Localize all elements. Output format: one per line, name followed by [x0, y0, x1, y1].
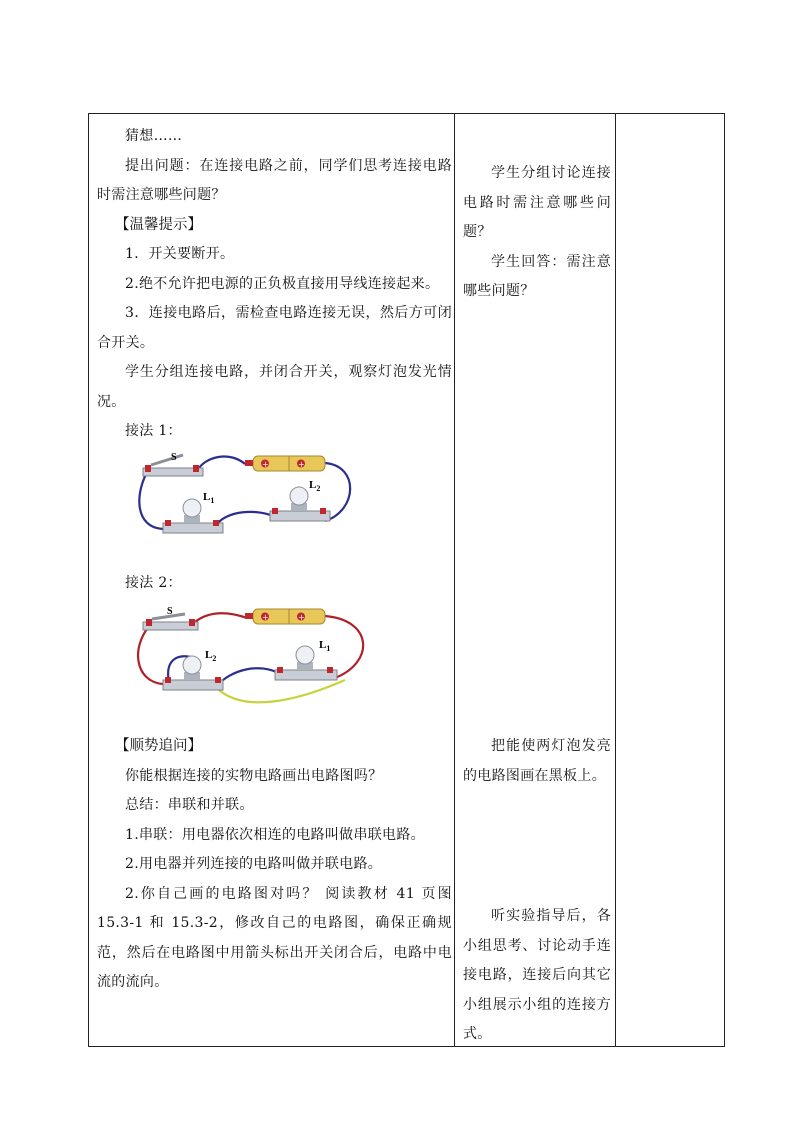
tip-item: 2.绝不允许把电源的正负极直接用导线连接起来。 — [125, 275, 440, 292]
wire — [215, 511, 275, 526]
student-activity-block — [463, 902, 611, 1050]
lamp-label: $L_2$ — [309, 478, 321, 493]
circuit-figure-1 — [135, 451, 365, 546]
terminal — [189, 619, 195, 626]
wire — [138, 624, 163, 684]
column-divider — [615, 114, 616, 1046]
student-activity-text: 听实验指导后，各小组思考、讨论动手连接电路，连接后向其它小组展示小组的连接方式。 — [463, 908, 611, 1042]
lamp-label: $L_2$ — [205, 649, 217, 663]
terminal — [245, 613, 253, 619]
tip-heading: 【温馨提示】 — [115, 216, 202, 233]
summary-item: 1.串联：用电器依次相连的电路叫做串联电路。 — [125, 826, 425, 843]
teacher-activity-column — [97, 122, 452, 998]
wire — [197, 456, 245, 470]
wire — [139, 469, 165, 529]
method-label: 接法 1： — [125, 423, 182, 439]
summary-paragraph: 总结：串联和并联。 — [125, 797, 254, 813]
paragraph: 猜想…… — [125, 128, 183, 144]
terminal — [272, 508, 278, 514]
paragraph: 学生分组连接电路，并闭合开关，观察灯泡发光情况。 — [97, 364, 452, 410]
student-activity-text: 把能使两灯泡发亮的电路图画在黑板上。 — [463, 738, 611, 784]
lamp-label: $L_1$ — [203, 490, 215, 505]
question-paragraph: 提出问题：在连接电路之前，同学们思考连接电路时需注意哪些问题？ — [97, 157, 452, 203]
bulb-icon — [183, 656, 201, 674]
question-paragraph: 你能根据连接的实物电路画出电路图吗？ — [125, 767, 383, 784]
bulb-icon — [296, 646, 314, 664]
lamp-label: $L_1$ — [319, 639, 331, 653]
terminal — [145, 465, 151, 472]
terminal — [327, 667, 333, 673]
plus-sign: + — [262, 613, 269, 622]
terminal — [146, 619, 152, 626]
followup-heading: 【顺势追问】 — [115, 738, 202, 754]
bulb-icon — [290, 487, 308, 505]
wire — [217, 668, 280, 686]
plus-sign: + — [262, 459, 269, 469]
method-label: 接法 2： — [125, 574, 182, 591]
terminal — [320, 508, 326, 514]
plus-sign: + — [298, 613, 305, 622]
terminal — [165, 520, 171, 526]
column-divider — [454, 114, 455, 1046]
switch-lever — [151, 455, 183, 465]
switch-label: S — [171, 451, 177, 463]
wire — [219, 680, 345, 702]
task-paragraph: 2.你自己画的电路图对吗？ 阅读教材 41 页图 15.3-1 和 15.3-2，修改自己的电路图，确保正确规范，然后在电路图中用箭头标出开关闭合后，电路中电流的流向。 — [97, 885, 452, 990]
switch-label: S — [167, 606, 173, 617]
summary-item: 2.用电器并列连接的电路叫做并联电路。 — [125, 856, 383, 872]
tip-item: 1．开关要断开。 — [125, 246, 235, 262]
bulb-icon — [183, 499, 201, 517]
terminal — [213, 520, 219, 526]
lamp-base — [163, 680, 223, 690]
student-activity-block — [463, 159, 611, 307]
student-activity-block — [463, 732, 611, 791]
terminal — [165, 677, 171, 683]
lesson-table — [88, 113, 725, 1047]
circuit-figure-2 — [135, 602, 375, 712]
student-activity-text: 学生回答：需注意哪些问题？ — [463, 253, 611, 299]
plus-sign: + — [298, 459, 305, 469]
terminal — [215, 677, 221, 683]
wire — [195, 613, 247, 622]
terminal — [277, 667, 283, 673]
terminal — [193, 465, 199, 472]
terminal — [245, 460, 253, 466]
student-activity-text: 学生分组讨论连接电路时需注意哪些问题？ — [463, 165, 611, 240]
tip-item: 3．连接电路后，需检查电路连接无误，然后方可闭合开关。 — [97, 305, 452, 351]
